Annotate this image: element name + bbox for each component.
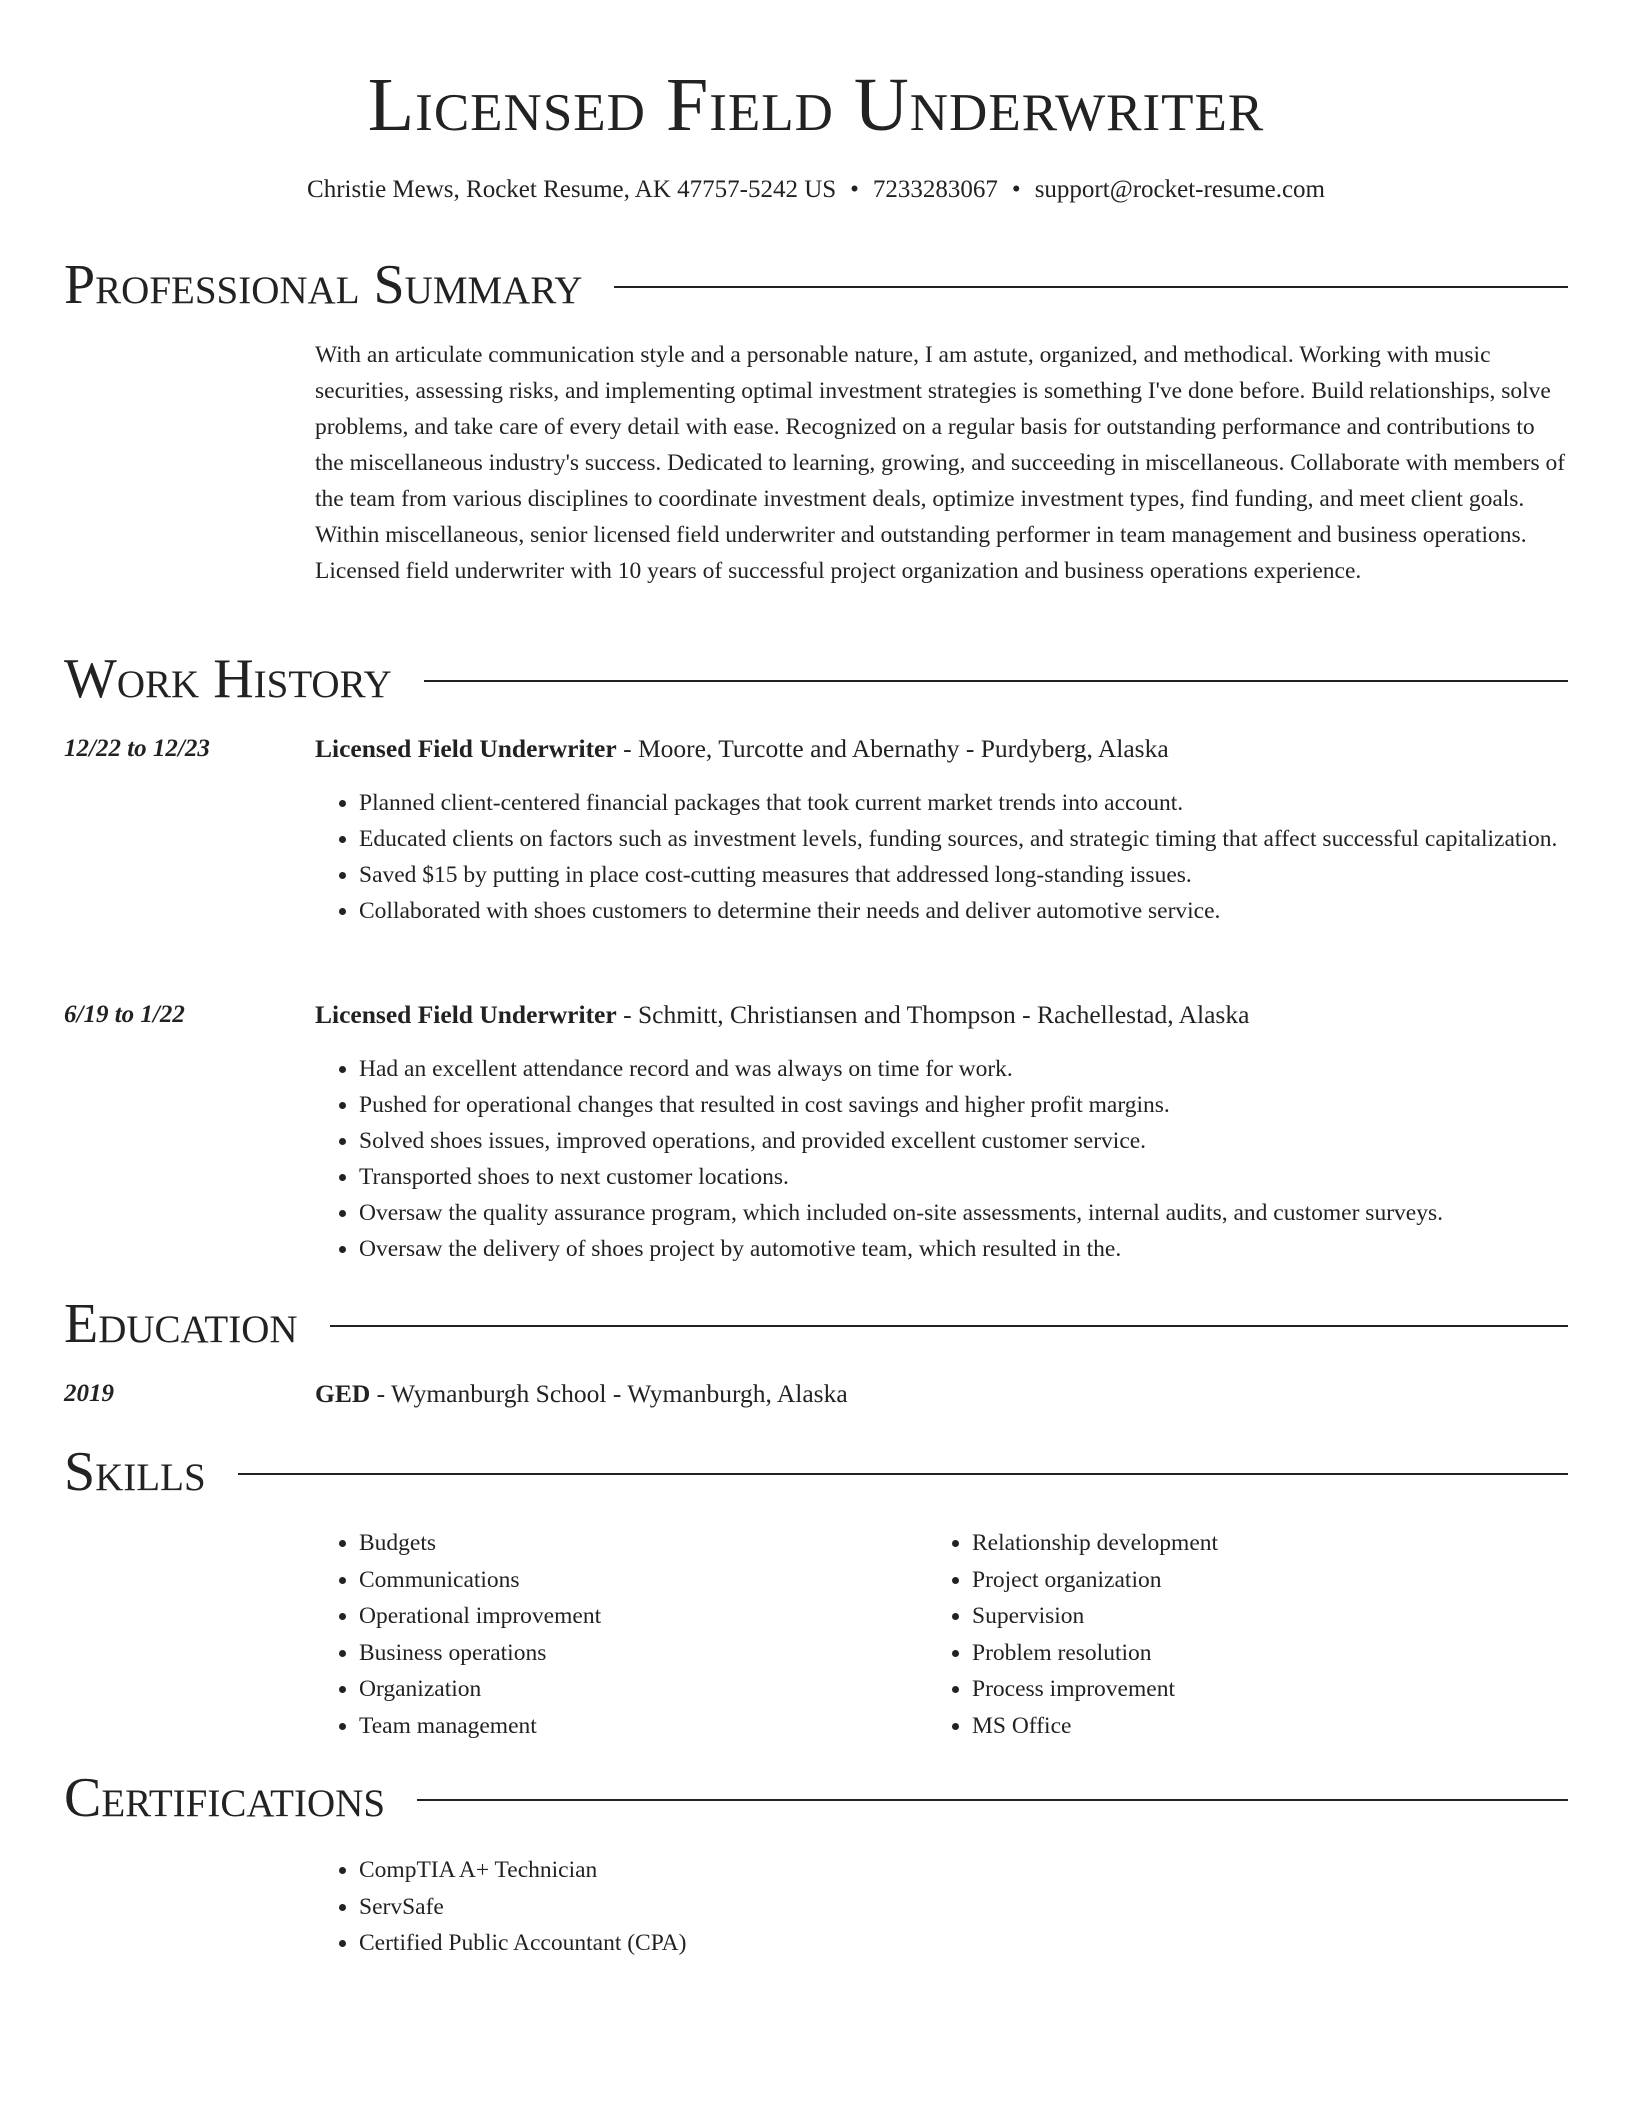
section-header-summary <box>64 253 1568 317</box>
skill-item: • Communications <box>359 1562 915 1599</box>
skill-item: • Organization <box>359 1671 915 1708</box>
list-item: • Transported shoes to next customer locations. <box>359 1159 1568 1195</box>
list-item: • Oversaw the delivery of shoes project by automotive team, which resulted in the. <box>359 1231 1568 1267</box>
education-degree: GED <box>315 1379 371 1408</box>
certification-item: • ServSafe <box>359 1889 1568 1926</box>
work-bullets <box>315 785 1568 929</box>
contact-phone: 7233283067 <box>872 176 998 203</box>
list-item: • Had an excellent attendance record and was always on time for work. <box>359 1051 1568 1087</box>
skill-item: • Business operations <box>359 1635 915 1672</box>
section-divider <box>424 680 1568 682</box>
work-heading <box>315 997 1568 1033</box>
section-header-skills <box>64 1440 1568 1504</box>
work-dates: 6/19 to 1/22 <box>64 1001 185 1028</box>
skills-list-left <box>315 1525 915 1744</box>
contact-email: support@rocket-resume.com <box>1034 176 1325 203</box>
contact-line <box>64 173 1568 207</box>
section-title: Certifications <box>64 1767 386 1829</box>
work-heading <box>315 731 1568 767</box>
section-title: Professional Summary <box>64 254 583 316</box>
skill-item: • Supervision <box>972 1598 1568 1635</box>
list-item: • Pushed for operational changes that resulted in cost savings and higher profit margins. <box>359 1087 1568 1123</box>
section-title: Work History <box>64 648 392 710</box>
work-dates: 12/22 to 12/23 <box>64 735 210 762</box>
section-header-work <box>64 647 1568 711</box>
list-item: • Educated clients on factors such as investment levels, funding sources, and strategic timing that affect successful capitalization. <box>359 821 1568 857</box>
list-item: • Oversaw the quality assurance program, which included on-site assessments, internal audits, and customer surveys. <box>359 1195 1568 1231</box>
skill-item: • Budgets <box>359 1525 915 1562</box>
section-divider <box>238 1473 1568 1475</box>
work-details: - Moore, Turcotte and Abernathy - Purdyberg, Alaska <box>616 734 1169 763</box>
section-divider <box>330 1325 1568 1327</box>
work-bullets <box>315 1051 1568 1267</box>
skill-item: • MS Office <box>972 1708 1568 1745</box>
list-item: • Saved $15 by putting in place cost-cutting measures that addressed long-standing issues. <box>359 857 1568 893</box>
list-item: • Collaborated with shoes customers to determine their needs and deliver automotive service. <box>359 893 1568 929</box>
list-item: • Planned client-centered financial packages that took current market trends into account. <box>359 785 1568 821</box>
contact-address: Christie Mews, Rocket Resume, AK 47757-5242 US <box>307 176 837 203</box>
education-year: 2019 <box>64 1380 114 1407</box>
section-title: Skills <box>64 1441 206 1503</box>
certifications-list <box>315 1852 1568 1962</box>
education-heading <box>315 1376 1568 1412</box>
education-details: - Wymanburgh School - Wymanburgh, Alaska <box>370 1379 848 1408</box>
work-title: Licensed Field Underwriter <box>315 734 617 763</box>
section-divider <box>417 1799 1568 1801</box>
work-title: Licensed Field Underwriter <box>315 1000 617 1029</box>
skill-item: • Project organization <box>972 1562 1568 1599</box>
section-divider <box>614 286 1568 288</box>
list-item: • Solved shoes issues, improved operations, and provided excellent customer service. <box>359 1123 1568 1159</box>
summary-text: With an articulate communication style and a personable nature, I am astute, organized, and methodical. Working with music securities, assessing risks, and implementing optimal investment strategies is something I've done before. Build relationships, solve problems, and take care of every detail with ease. Recognized on a regular basis for outstanding performance and contributions to the miscellaneous industry's success. Dedicated to learning, growing, and succeeding in miscellaneous. Collaborate with members of the team from various disciplines to coordinate investment deals, optimize investment types, find funding, and meet client goals. Within miscellaneous, senior licensed field underwriter and outstanding performer in team management and business operations. Licensed field underwriter with 10 years of successful project organization and business operations experience. <box>315 342 1566 584</box>
section-title: Education <box>64 1293 298 1355</box>
skill-item: • Relationship development <box>972 1525 1568 1562</box>
work-details: - Schmitt, Christiansen and Thompson - Rachellestad, Alaska <box>616 1000 1250 1029</box>
skill-item: • Team management <box>359 1708 915 1745</box>
skill-item: • Process improvement <box>972 1671 1568 1708</box>
certification-item: • CompTIA A+ Technician <box>359 1852 1568 1889</box>
skill-item: • Problem resolution <box>972 1635 1568 1672</box>
certification-item: • Certified Public Accountant (CPA) <box>359 1925 1568 1962</box>
contact-separator: • <box>850 176 859 203</box>
section-header-certifications <box>64 1766 1568 1830</box>
resume-name-heading: Licensed Field Underwriter <box>367 63 1265 147</box>
contact-separator: • <box>1011 176 1021 203</box>
skills-list-right <box>928 1525 1568 1744</box>
skill-item: • Operational improvement <box>359 1598 915 1635</box>
section-header-education <box>64 1292 1568 1356</box>
